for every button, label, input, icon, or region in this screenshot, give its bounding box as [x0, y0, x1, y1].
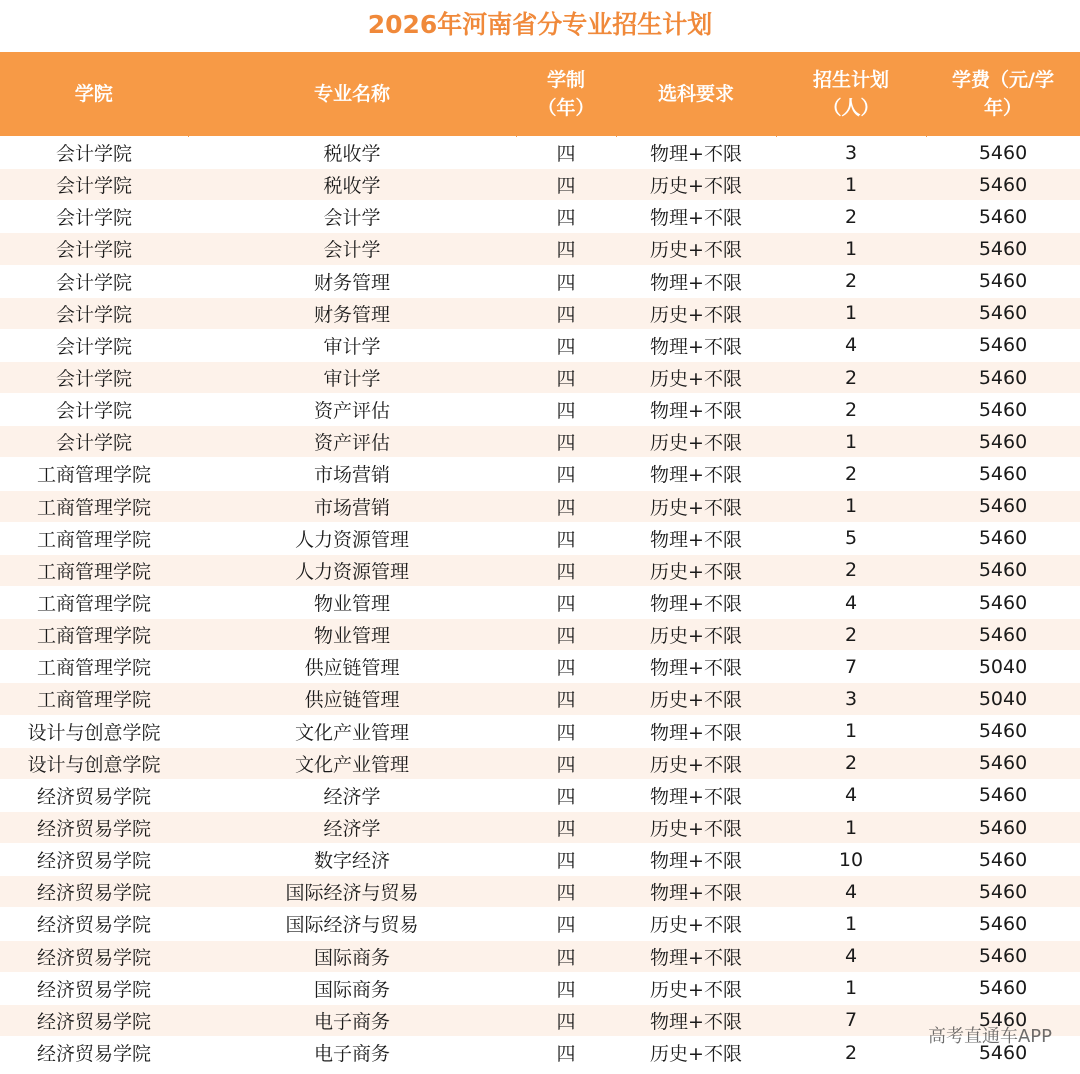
cell-college: 经济贸易学院: [0, 1036, 188, 1068]
table-row: [0, 940, 1080, 972]
table-row: [0, 779, 1080, 811]
cell-fee: 5460: [926, 490, 1080, 522]
cell-major: 资产评估: [188, 394, 516, 426]
cell-major: 文化产业管理: [188, 747, 516, 779]
cell-major: 税收学: [188, 137, 516, 169]
header-fee: 学费（元/学 年）: [926, 52, 1080, 137]
table-row: [0, 233, 1080, 265]
cell-subject: 历史+不限: [616, 972, 776, 1004]
table-row: [0, 908, 1080, 940]
table-body: [0, 137, 1080, 1069]
cell-major: 财务管理: [188, 297, 516, 329]
cell-fee: 5460: [926, 844, 1080, 876]
cell-duration: 四: [516, 1036, 616, 1068]
cell-major: 财务管理: [188, 265, 516, 297]
cell-major: 人力资源管理: [188, 554, 516, 586]
cell-subject: 物理+不限: [616, 458, 776, 490]
cell-subject: 历史+不限: [616, 233, 776, 265]
cell-major: 审计学: [188, 329, 516, 361]
cell-major: 会计学: [188, 201, 516, 233]
table-row: [0, 972, 1080, 1004]
cell-duration: 四: [516, 876, 616, 908]
cell-college: 经济贸易学院: [0, 908, 188, 940]
cell-college: 工商管理学院: [0, 683, 188, 715]
table-row: [0, 683, 1080, 715]
cell-duration: 四: [516, 426, 616, 458]
cell-plan: 3: [776, 683, 926, 715]
table-row: [0, 201, 1080, 233]
cell-fee: 5460: [926, 361, 1080, 393]
cell-plan: 1: [776, 426, 926, 458]
cell-duration: 四: [516, 715, 616, 747]
cell-plan: 1: [776, 169, 926, 201]
cell-subject: 物理+不限: [616, 586, 776, 618]
cell-duration: 四: [516, 458, 616, 490]
cell-fee: 5460: [926, 554, 1080, 586]
cell-college: 经济贸易学院: [0, 876, 188, 908]
cell-plan: 3: [776, 137, 926, 169]
cell-plan: 7: [776, 1004, 926, 1036]
cell-duration: 四: [516, 137, 616, 169]
cell-subject: 历史+不限: [616, 1036, 776, 1068]
cell-subject: 历史+不限: [616, 169, 776, 201]
cell-subject: 历史+不限: [616, 619, 776, 651]
cell-college: 经济贸易学院: [0, 1004, 188, 1036]
table-row: [0, 329, 1080, 361]
table-row: [0, 619, 1080, 651]
cell-subject: 物理+不限: [616, 265, 776, 297]
cell-fee: 5040: [926, 651, 1080, 683]
cell-plan: 1: [776, 811, 926, 843]
cell-fee: 5460: [926, 169, 1080, 201]
cell-plan: 1: [776, 715, 926, 747]
cell-college: 会计学院: [0, 169, 188, 201]
cell-duration: 四: [516, 972, 616, 1004]
watermark: 高考直通车APP: [927, 1026, 1052, 1047]
cell-subject: 物理+不限: [616, 201, 776, 233]
cell-major: 国际商务: [188, 972, 516, 1004]
table-row: [0, 169, 1080, 201]
cell-major: 供应链管理: [188, 651, 516, 683]
cell-plan: 4: [776, 876, 926, 908]
table-row: [0, 265, 1080, 297]
cell-college: 会计学院: [0, 265, 188, 297]
cell-college: 工商管理学院: [0, 458, 188, 490]
cell-plan: 4: [776, 586, 926, 618]
cell-duration: 四: [516, 329, 616, 361]
cell-subject: 历史+不限: [616, 361, 776, 393]
cell-major: 经济学: [188, 811, 516, 843]
cell-subject: 物理+不限: [616, 844, 776, 876]
table-row: [0, 876, 1080, 908]
cell-major: 市场营销: [188, 458, 516, 490]
cell-major: 资产评估: [188, 426, 516, 458]
cell-plan: 2: [776, 265, 926, 297]
cell-plan: 2: [776, 554, 926, 586]
cell-major: 国际经济与贸易: [188, 876, 516, 908]
cell-duration: 四: [516, 297, 616, 329]
cell-plan: 4: [776, 779, 926, 811]
cell-college: 经济贸易学院: [0, 844, 188, 876]
cell-subject: 历史+不限: [616, 297, 776, 329]
table-row: [0, 554, 1080, 586]
table-row: [0, 297, 1080, 329]
cell-plan: 4: [776, 940, 926, 972]
cell-fee: 5460: [926, 522, 1080, 554]
table-row: [0, 811, 1080, 843]
cell-college: 设计与创意学院: [0, 747, 188, 779]
cell-duration: 四: [516, 811, 616, 843]
cell-plan: 10: [776, 844, 926, 876]
cell-college: 经济贸易学院: [0, 972, 188, 1004]
cell-fee: 5460: [926, 811, 1080, 843]
cell-fee: 5040: [926, 683, 1080, 715]
cell-college: 会计学院: [0, 329, 188, 361]
table-row: [0, 1036, 1080, 1068]
header-subject: 选科要求: [616, 52, 776, 137]
cell-fee: 5460: [926, 586, 1080, 618]
cell-plan: 1: [776, 908, 926, 940]
cell-major: 税收学: [188, 169, 516, 201]
cell-subject: 物理+不限: [616, 876, 776, 908]
cell-subject: 物理+不限: [616, 779, 776, 811]
cell-plan: 5: [776, 522, 926, 554]
cell-plan: 2: [776, 394, 926, 426]
cell-college: 经济贸易学院: [0, 811, 188, 843]
cell-fee: 5460: [926, 329, 1080, 361]
header-major: 专业名称: [188, 52, 516, 137]
cell-fee: 5460: [926, 233, 1080, 265]
cell-plan: 2: [776, 747, 926, 779]
cell-college: 会计学院: [0, 233, 188, 265]
cell-duration: 四: [516, 522, 616, 554]
table-row: [0, 1004, 1080, 1036]
cell-fee: 5460: [926, 201, 1080, 233]
cell-major: 电子商务: [188, 1036, 516, 1068]
header-plan: 招生计划 （人）: [776, 52, 926, 137]
cell-plan: 2: [776, 361, 926, 393]
table-row: [0, 747, 1080, 779]
cell-college: 工商管理学院: [0, 490, 188, 522]
cell-duration: 四: [516, 651, 616, 683]
cell-plan: 1: [776, 233, 926, 265]
header-college: 学院: [0, 52, 188, 137]
cell-duration: 四: [516, 747, 616, 779]
cell-college: 工商管理学院: [0, 554, 188, 586]
cell-college: 会计学院: [0, 297, 188, 329]
cell-fee: 5460: [926, 972, 1080, 1004]
cell-duration: 四: [516, 844, 616, 876]
table-row: [0, 586, 1080, 618]
table-row: [0, 458, 1080, 490]
cell-plan: 2: [776, 201, 926, 233]
cell-duration: 四: [516, 683, 616, 715]
cell-college: 工商管理学院: [0, 651, 188, 683]
cell-fee: 5460: [926, 908, 1080, 940]
cell-major: 文化产业管理: [188, 715, 516, 747]
cell-subject: 历史+不限: [616, 554, 776, 586]
cell-fee: 5460: [926, 619, 1080, 651]
cell-plan: 1: [776, 297, 926, 329]
page-title: 2026年河南省分专业招生计划: [0, 0, 1080, 52]
table-row: [0, 426, 1080, 458]
cell-duration: 四: [516, 169, 616, 201]
table-row: [0, 522, 1080, 554]
cell-subject: 历史+不限: [616, 683, 776, 715]
cell-plan: 1: [776, 490, 926, 522]
cell-college: 设计与创意学院: [0, 715, 188, 747]
cell-duration: 四: [516, 908, 616, 940]
cell-major: 人力资源管理: [188, 522, 516, 554]
cell-major: 电子商务: [188, 1004, 516, 1036]
cell-duration: 四: [516, 940, 616, 972]
cell-college: 工商管理学院: [0, 586, 188, 618]
cell-major: 审计学: [188, 361, 516, 393]
cell-fee: 5460: [926, 1004, 1080, 1036]
table-row: [0, 361, 1080, 393]
table-row: [0, 844, 1080, 876]
cell-fee: 5460: [926, 297, 1080, 329]
cell-fee: 5460: [926, 458, 1080, 490]
cell-fee: 5460: [926, 394, 1080, 426]
cell-fee: 5460: [926, 1036, 1080, 1068]
cell-fee: 5460: [926, 876, 1080, 908]
cell-plan: 1: [776, 972, 926, 1004]
cell-subject: 物理+不限: [616, 651, 776, 683]
cell-duration: 四: [516, 779, 616, 811]
cell-college: 经济贸易学院: [0, 779, 188, 811]
cell-college: 会计学院: [0, 426, 188, 458]
cell-fee: 5460: [926, 747, 1080, 779]
cell-fee: 5460: [926, 265, 1080, 297]
cell-duration: 四: [516, 586, 616, 618]
cell-plan: 2: [776, 458, 926, 490]
cell-major: 物业管理: [188, 586, 516, 618]
cell-plan: 4: [776, 329, 926, 361]
cell-college: 会计学院: [0, 361, 188, 393]
cell-college: 经济贸易学院: [0, 940, 188, 972]
cell-college: 会计学院: [0, 201, 188, 233]
cell-subject: 历史+不限: [616, 426, 776, 458]
cell-duration: 四: [516, 1004, 616, 1036]
cell-subject: 物理+不限: [616, 522, 776, 554]
cell-subject: 物理+不限: [616, 1004, 776, 1036]
cell-major: 市场营销: [188, 490, 516, 522]
cell-major: 会计学: [188, 233, 516, 265]
cell-duration: 四: [516, 554, 616, 586]
table-row: [0, 715, 1080, 747]
cell-major: 国际经济与贸易: [188, 908, 516, 940]
cell-subject: 物理+不限: [616, 394, 776, 426]
cell-subject: 物理+不限: [616, 940, 776, 972]
table-row: [0, 394, 1080, 426]
cell-fee: 5460: [926, 779, 1080, 811]
cell-fee: 5460: [926, 426, 1080, 458]
cell-major: 物业管理: [188, 619, 516, 651]
cell-subject: 历史+不限: [616, 490, 776, 522]
cell-major: 经济学: [188, 779, 516, 811]
table-row: [0, 651, 1080, 683]
cell-subject: 历史+不限: [616, 908, 776, 940]
cell-major: 数字经济: [188, 844, 516, 876]
admission-plan-table: [0, 52, 1080, 1068]
cell-subject: 物理+不限: [616, 329, 776, 361]
cell-duration: 四: [516, 394, 616, 426]
cell-subject: 物理+不限: [616, 715, 776, 747]
table-row: [0, 490, 1080, 522]
cell-duration: 四: [516, 233, 616, 265]
table-row: [0, 137, 1080, 169]
cell-college: 工商管理学院: [0, 522, 188, 554]
cell-duration: 四: [516, 361, 616, 393]
cell-fee: 5460: [926, 715, 1080, 747]
cell-college: 会计学院: [0, 137, 188, 169]
cell-duration: 四: [516, 201, 616, 233]
cell-subject: 历史+不限: [616, 811, 776, 843]
cell-fee: 5460: [926, 137, 1080, 169]
table-header-row: [0, 52, 1080, 137]
cell-plan: 7: [776, 651, 926, 683]
cell-duration: 四: [516, 490, 616, 522]
cell-plan: 2: [776, 619, 926, 651]
cell-major: 国际商务: [188, 940, 516, 972]
cell-major: 供应链管理: [188, 683, 516, 715]
cell-subject: 物理+不限: [616, 137, 776, 169]
cell-fee: 5460: [926, 940, 1080, 972]
cell-duration: 四: [516, 619, 616, 651]
cell-college: 会计学院: [0, 394, 188, 426]
cell-college: 工商管理学院: [0, 619, 188, 651]
cell-plan: 2: [776, 1036, 926, 1068]
cell-duration: 四: [516, 265, 616, 297]
header-duration: 学制 （年）: [516, 52, 616, 137]
cell-subject: 历史+不限: [616, 747, 776, 779]
